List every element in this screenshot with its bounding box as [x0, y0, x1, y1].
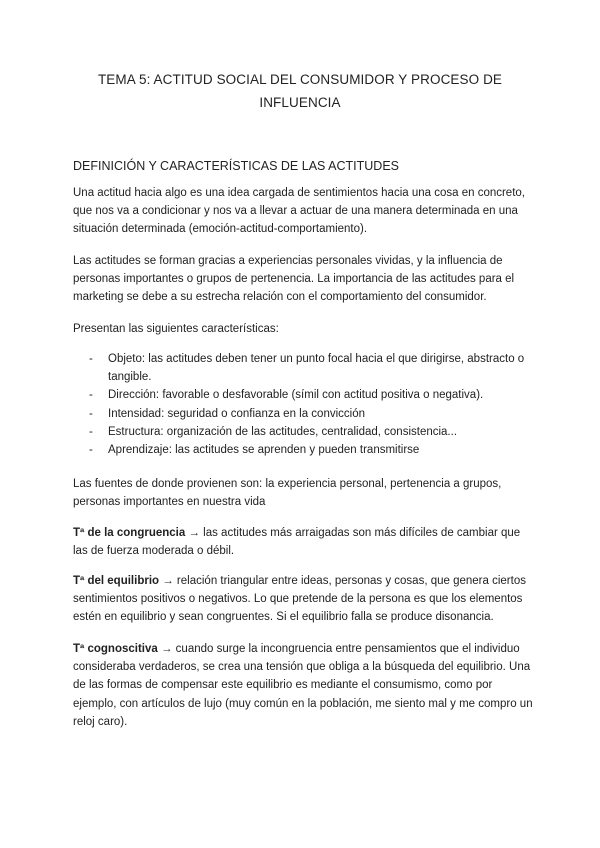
theory-name: Tª de la congruencia	[73, 527, 186, 539]
list-item	[73, 350, 535, 386]
theory-text: → relación triangular entre ideas, personas y cosas, que genera ciertos sentimientos positivos o negativos. Lo que pretende de la persona es que los elementos estén en equilibrio y sean congruentes. Si el equilibrio falla se produce disonancia.	[73, 575, 526, 624]
theory-text: → las actitudes más arraigadas son más difíciles de cambiar que las de fuerza moderada o débil.	[73, 527, 521, 558]
list-marker: -	[89, 407, 93, 420]
list-item-text: Aprendizaje: las actitudes se aprenden y pueden transmitirse	[108, 444, 420, 457]
list-marker: -	[89, 389, 93, 402]
list-item	[73, 386, 535, 404]
characteristics-intro: Presentan las siguientes características:	[73, 323, 279, 335]
theory-balance-paragraph	[73, 572, 535, 627]
list-marker: -	[89, 444, 93, 457]
list-marker: -	[89, 353, 93, 365]
sources-paragraph: Las fuentes de donde provienen son: la experiencia personal, pertenencia a grupos, personas importantes en nuestra vida	[73, 478, 502, 509]
list-item-text: Dirección: favorable o desfavorable (símil con actitud positiva o negativa).	[108, 389, 484, 402]
section-heading: DEFINICIÓN Y CARACTERÍSTICAS DE LAS ACTITUDES	[73, 159, 399, 173]
list-item	[73, 441, 535, 459]
characteristics-list	[73, 350, 535, 459]
list-item-text: Objeto: las actitudes deben tener un punto focal hacia el que dirigirse, abstracto o tangible.	[108, 353, 525, 384]
theory-cognitive-paragraph	[73, 640, 535, 731]
list-item-text: Estructura: organización de las actitudes, centralidad, consistencia...	[108, 425, 458, 438]
formation-paragraph: Las actitudes se forman gracias a experiencias personales vividas, y la influencia de personas importantes o grupos de pertenencia. La importancia de las actitudes para el marketing se debe a su estrecha relación con el comportamiento del consumidor.	[73, 255, 515, 304]
list-marker: -	[89, 425, 93, 438]
page-title: TEMA 5: ACTITUD SOCIAL DEL CONSUMIDOR Y PROCESO DE INFLUENCIA	[97, 72, 503, 110]
list-item-text: Intensidad: seguridad o confianza en la convicción	[108, 407, 366, 420]
definition-paragraph: Una actitud hacia algo es una idea cargada de sentimientos hacia una cosa en concreto, que nos va a condicionar y nos va a llevar a actuar de una manera determinada en una situación determinada (emoción-actitud-comportamiento).	[73, 187, 525, 236]
list-item	[73, 405, 535, 423]
theory-name: Tª del equilibrio	[73, 575, 160, 587]
theory-text: → cuando surge la incongruencia entre pensamientos que el individuo consideraba verdaderos, se crea una tensión que obliga a la búsqueda del equilibrio. Una de las formas de compensar este equilibrio es mediante el consumismo, como por ejemplo, con artículos de lujo (muy común en la población, me siento mal y me compro un reloj caro).	[73, 643, 533, 728]
theory-name: Tª cognoscitiva	[73, 643, 158, 655]
list-item	[73, 423, 535, 441]
theory-congruence-paragraph	[73, 524, 535, 560]
